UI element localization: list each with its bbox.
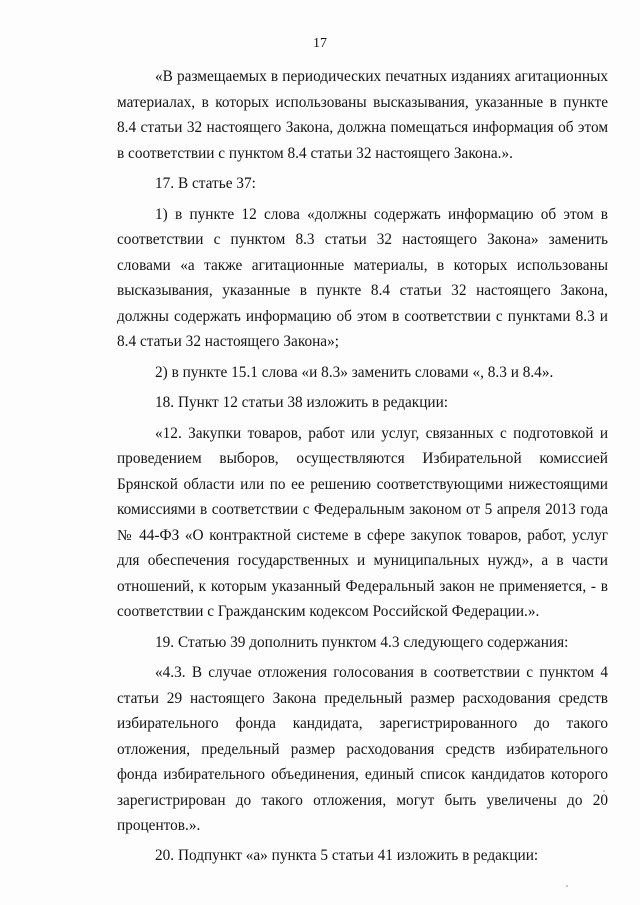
paragraph-item-17-2: 2) в пункте 15.1 слова «и 8.3» заменить словами «, 8.3 и 8.4». [155,363,554,381]
paragraph-item-17: 17. В статье 37: [155,175,256,192]
paragraph-item-20: 20. Подпункт «а» пункта 5 статьи 41 изложить в редакции: [155,846,539,864]
page-number: 17 [313,36,327,51]
scan-speck [603,790,605,792]
paragraph-quote-4-3: «4.3. В случае отложения голосования в соответствии с пунктом 4 статьи 29 настоящего Закона предельный размер расходования средств избирательного фонда кандидата, зарегистрированного до такого отложения, предельный размер расходования средств избирательного фонда избирательного объединения, единый список кандидатов которого зарегистрирован до такого отложения, могут быть увеличены до 20 процентов.». [117,664,608,834]
paragraph-item-18: 18. Пункт 12 статьи 38 изложить в редакции: [155,394,449,411]
paragraph-quote-8-4: «В размещаемых в периодических печатных изданиях агитационных материалах, в которых использованы высказывания, указанные в пункте 8.4 статьи 32 настоящего Закона, должна помещаться информация об этом в соответствии с пунктом 8.4 статьи 32 настоящего Закона.». [117,68,608,162]
paragraph-item-19: 19. Статью 39 дополнить пунктом 4.3 следующего содержания: [155,633,569,651]
scan-speck [566,885,568,887]
paragraph-quote-12: «12. Закупки товаров, работ или услуг, связанных с подготовкой и проведением выборов, осуществляются Избирательной комиссией Брянской области или по ее решению соответствующими нижестоящими комиссиями в соответствии с Федеральным законом от 5 апреля 2013 года № 44-ФЗ «О контрактной системе в сфере закупок товаров, работ, услуг для обеспечения государственных и муниципальных нужд», а в части отношений, к которым указанный Федеральный закон не применяется, - в соответствии с Гражданским кодексом Российской Федерации.». [117,424,608,620]
paragraph-item-17-1: 1) в пункте 12 слова «должны содержать информацию об этом в соответствии с пунктом 8.3 статьи 32 настоящего Закона» заменить словами «а также агитационные материалы, в которых использованы высказывания, указанные в пункте 8.4 статьи 32 настоящего Закона, должны содержать информацию об этом в соответствии с пунктами 8.3 и 8.4 статьи 32 настоящего Закона»; [117,205,608,350]
document-body [117,64,608,873]
